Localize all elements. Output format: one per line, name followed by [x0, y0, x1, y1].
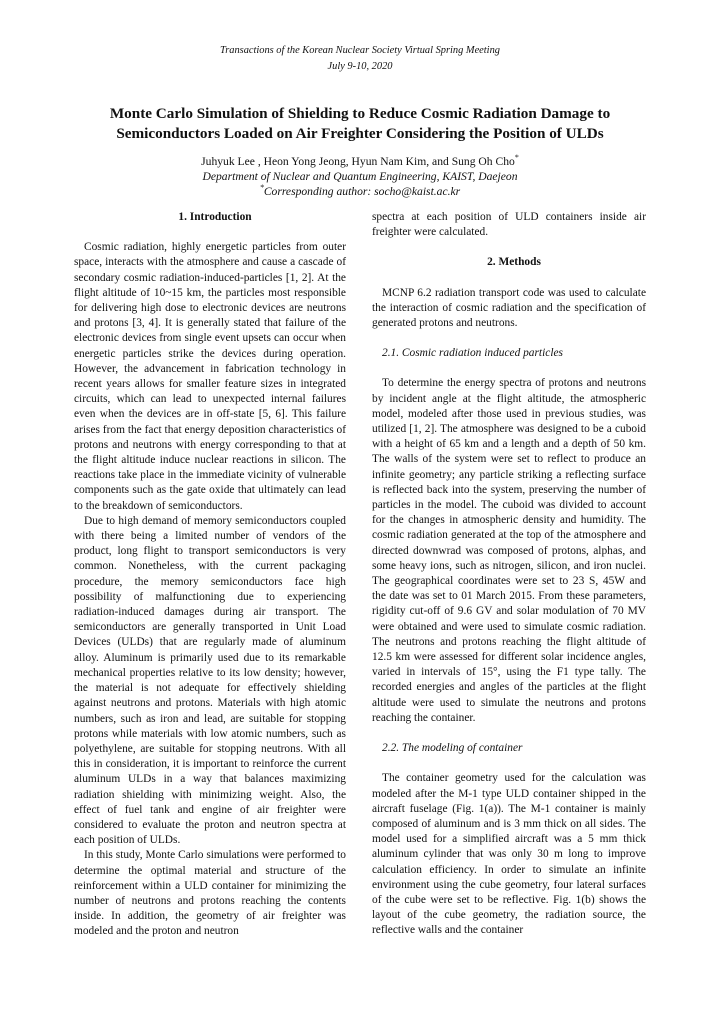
- intro-paragraph-1: Cosmic radiation, highly energetic particles from outer space, interacts with the atmosphere and cause a cascade of secondary cosmic radiation-induced-particles [1, 2]. At the flight altitude of 10~15 km, the particles most responsible for delivering high dose to electronic devices are neutrons and protons [3, 4]. It is generally stated that failure of the electronic devices from single event upsets can occur when energetic particles strike the devices during operation. However, the advancement in fabrication technology in recent years allows for smaller feature sizes in integrated circuits, which can lead to unexpected internal failures even when the devices are in off-state [5, 6]. This failure arises from the fact that energy deposition characteristics of protons and neutrons with energy corresponding to that at the flight altitude induce nuclear reactions in silicon. The reactions take place in the immediate vicinity of vulnerable components such as the gate oxide that ultimately can lead to the breakdown of semiconductors.: [74, 241, 346, 512]
- title-line-1: Monte Carlo Simulation of Shielding to Reduce Cosmic Radiation Damage to: [109, 105, 611, 122]
- corresponding-mark: *: [514, 153, 519, 163]
- left-column: [74, 210, 346, 940]
- methods-heading: 2. Methods: [487, 256, 541, 269]
- subsection-2-1-heading: 2.1. Cosmic radiation induced particles: [382, 347, 563, 360]
- right-column: [372, 210, 646, 939]
- paper-title: [60, 104, 660, 144]
- affiliation: Department of Nuclear and Quantum Engineering, KAIST, Daejeon: [202, 170, 518, 183]
- title-line-2: Semiconductors Loaded on Air Freighter Considering the Position of ULDs: [116, 125, 604, 142]
- subsection-2-1-paragraph: To determine the energy spectra of protons and neutrons by incident angle at the flight altitude, the atmospheric model, modeled after those used in previous studies, was utilized [1, 2]. The atmosphere was designed to be a cuboid with a height of 65 km and a length and a depth of 50 km. The walls of the system were set to reflect to produce an infinite geometry; any particle striking a reflecting surface is reflected back into the system, preserving the number of particles in the model. The cuboid was divided to account for the changes in atmospheric density and humidity. The cosmic radiation generated at the top of the atmosphere and directed downwrad was composed of protons, alphas, and some heavy ions, such as nitrogen, silicon, and iron nuclei. The geographical coordinates were set to 23 S, 45W and the date was set to 01 March 2015. From these parameters, rigidity cut-off of 9.6 GV and solar modulation of 70 MV were obtained and were used to simulate cosmic radiation. The neutrons and protons reaching the flight altitude of 12.5 km were assessed for different solar incidence angles, varied in intervals of 15°, using the F1 type tally. The recorded energies and angles of the particles at the flight altitude were used to simulate the neutrons and protons reaching the container.: [372, 377, 646, 724]
- right-continuation-paragraph: spectra at each position of ULD containers inside air freighter were calculated.: [372, 211, 646, 239]
- corresponding-mark-2: *: [259, 183, 264, 193]
- author-block: [60, 154, 660, 199]
- intro-paragraph-2: Due to high demand of memory semiconductors coupled with there being a limited number of vendors of the product, long flight to transport semiconductors is very common. Nonetheless, with the current packaging procedure, the memory semiconductors face high possibility of malfunctioning due to experiencing radiation-induced damages during air transport. The semiconductors are generally transported in Unit Load Devices (ULDs) that are regularly made of aluminum alloy. Aluminum is primarily used due to its remarkable mechanical properties relative to its low density; however, the material is not adequate for effectively shielding against neutrons and protons. Materials with high atomic numbers, such as iron and lead, are suitable for stopping protons while materials with low atomic numbers, such as polyethylene, are suitable for stopping neutrons. With all this in consideration, it is important to reinforce the current aluminum ULDs in a way that balances maximizing radiation shielding with minimizing weight. Also, the effect of fuel tank and engine of air freighter were considered to evaluate the proton and neutron spectra at each position of ULDs.: [74, 514, 346, 847]
- author-names: [60, 154, 660, 169]
- methods-paragraph-1: MCNP 6.2 radiation transport code was used to calculate the interaction of cosmic radiation and the specification of generated protons and neutrons.: [372, 286, 646, 330]
- corresponding-author: [60, 184, 660, 199]
- subsection-2-2-heading: 2.2. The modeling of container: [382, 742, 523, 755]
- running-head-date: July 9-10, 2020: [327, 61, 393, 72]
- intro-paragraph-3: In this study, Monte Carlo simulations were performed to determine the optimal material and structure of the reinforcement within a ULD container for minimizing the number of neutrons and protons reaching the contents inside. In addition, the geometry of air freighter was modeled and the proton and neutron: [74, 849, 346, 938]
- corresponding-author-text: Corresponding author: socho@kaist.ac.kr: [263, 185, 461, 198]
- subsection-2-2-paragraph: The container geometry used for the calculation was modeled after the M-1 type ULD container shipped in the aircraft fuselage (Fig. 1(a)). The M-1 container is mainly composed of aluminum and is 3 mm thick on all sides. The model used for a simplified aircraft was a 5 mm thick aluminum cylinder that was only 30 m long to improve calculation efficiency. In order to simulate an infinite environment using the cube geometry, four lateral surfaces of the cube were set to be reflective. Fig. 1(b) shows the layout of the cube geometry, the radiation source, the reflective walls and the container: [372, 772, 646, 937]
- running-head-journal: Transactions of the Korean Nuclear Society Virtual Spring Meeting: [220, 45, 500, 56]
- intro-heading: 1. Introduction: [178, 211, 252, 223]
- author-list: Juhyuk Lee , Heon Yong Jeong, Hyun Nam Kim, and Sung Oh Cho: [201, 155, 515, 168]
